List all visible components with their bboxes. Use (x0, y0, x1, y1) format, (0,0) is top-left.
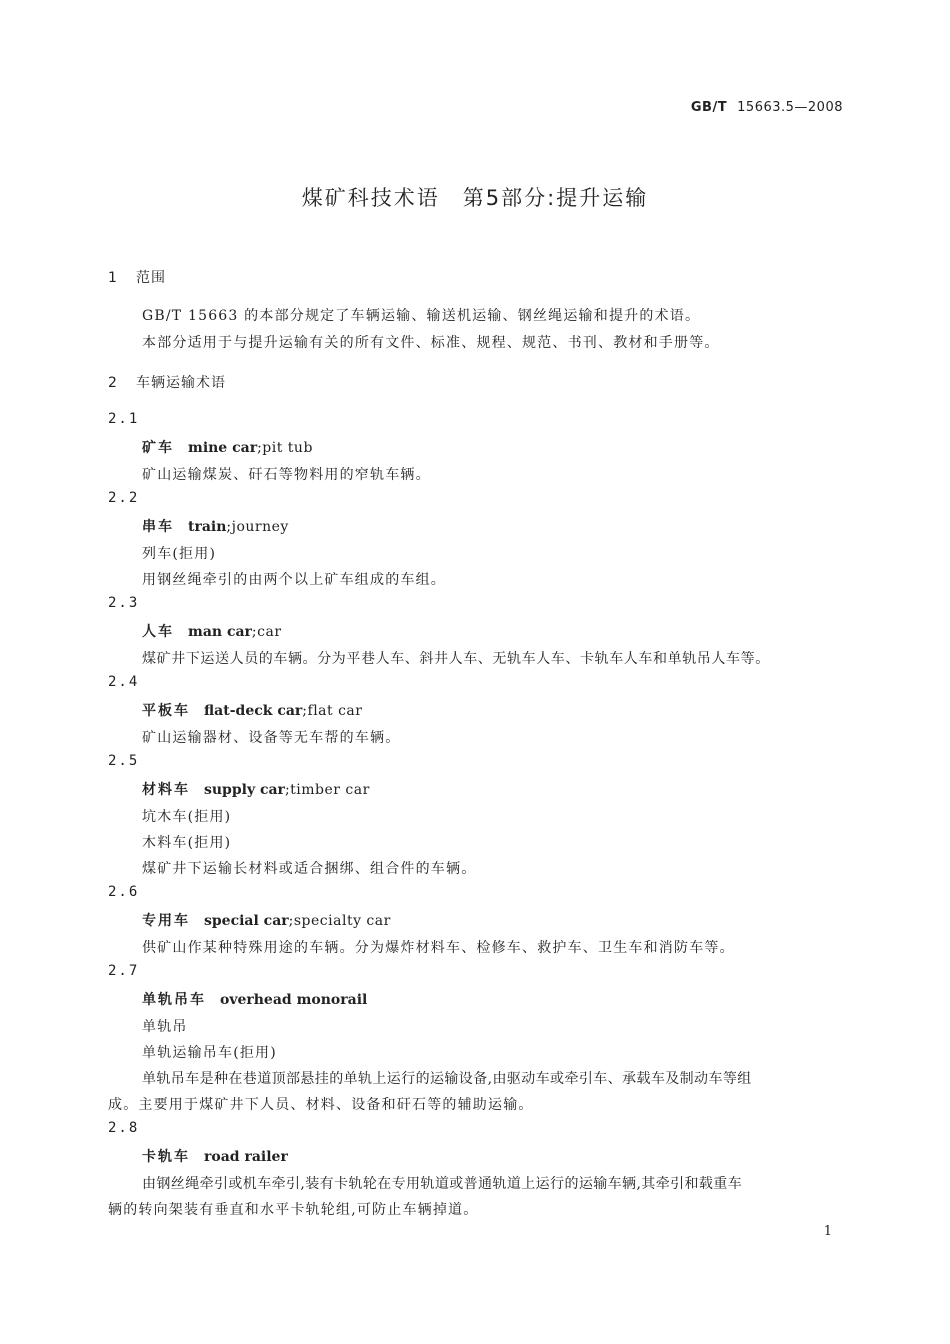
term-deprecated: 木料车(拒用) (142, 835, 232, 851)
page-number: 1 (823, 1224, 832, 1239)
term-synonym: ;pit tub (257, 440, 313, 456)
term-chinese: 专用车 (142, 913, 190, 929)
term-chinese: 材料车 (142, 782, 190, 798)
term-chinese: 单轨吊车 (142, 992, 206, 1008)
section-title: 车辆运输术语 (136, 375, 226, 391)
term-synonym-line: 单轨吊 (142, 1019, 188, 1035)
term-chinese: 矿车 (142, 440, 174, 456)
term-number: 2.4 (108, 674, 140, 690)
term-heading (142, 516, 289, 536)
scope-paragraph-2: 本部分适用于与提升运输有关的所有文件、标准、规程、规范、书刊、教材和手册等。 (142, 335, 720, 351)
term-english: flat-deck car (204, 703, 303, 719)
term-heading (142, 989, 367, 1009)
term-number: 2.5 (108, 753, 140, 769)
term-synonym: ;car (251, 624, 282, 640)
section-heading-scope (108, 267, 166, 287)
term-number: 2.7 (108, 963, 140, 979)
term-deprecated: 坑木车(拒用) (142, 809, 232, 825)
term-number: 2.3 (108, 595, 140, 611)
section-title: 范围 (136, 270, 166, 286)
term-heading (142, 621, 282, 641)
term-deprecated: 列车(拒用) (142, 546, 217, 562)
standard-prefix: GB/T (690, 100, 728, 115)
term-definition: 供矿山作某种特殊用途的车辆。分为爆炸材料车、检修车、救护车、卫生车和消防车等。 (142, 940, 735, 956)
term-number: 2.1 (108, 411, 140, 427)
term-chinese: 人车 (142, 624, 174, 640)
term-heading (142, 779, 370, 799)
section-number: 1 (108, 270, 118, 286)
standard-code: 15663.5—2008 (737, 100, 843, 115)
term-number: 2.2 (108, 490, 140, 506)
term-definition: 煤矿井下运送人员的车辆。分为平巷人车、斜井人车、无轨车人车、卡轨车人车和单轨吊人车等。 (142, 651, 770, 667)
term-heading (142, 437, 313, 457)
term-deprecated: 单轨运输吊车(拒用) (142, 1045, 277, 1061)
term-heading (142, 700, 362, 720)
scope-paragraph-1: GB/T 15663 的本部分规定了车辆运输、输送机运输、钢丝绳运输和提升的术语。 (142, 308, 701, 324)
term-heading (142, 910, 391, 930)
term-definition: 矿山运输煤炭、矸石等物料用的窄轨车辆。 (142, 467, 431, 483)
term-number: 2.6 (108, 884, 140, 900)
term-chinese: 串车 (142, 519, 174, 535)
term-synonym: ;specialty car (288, 913, 391, 929)
document-title: 煤矿科技术语 第5部分:提升运输 (301, 186, 649, 210)
term-english: special car (204, 913, 289, 929)
term-english: road railer (204, 1149, 288, 1165)
term-synonym: ;flat car (302, 703, 363, 719)
term-definition: 单轨吊车是种在巷道顶部悬挂的单轨上运行的运输设备,由驱动车或牵引车、承载车及制动车等组 (142, 1071, 752, 1087)
term-definition-continued: 成。主要用于煤矿井下人员、材料、设备和矸石等的辅助运输。 (108, 1097, 534, 1113)
term-heading (142, 1146, 288, 1166)
section-number: 2 (108, 375, 118, 391)
term-definition: 煤矿井下运输长材料或适合捆绑、组合件的车辆。 (142, 861, 477, 877)
term-english: overhead monorail (220, 992, 368, 1008)
term-definition-continued: 辆的转向架装有垂直和水平卡轨轮组,可防止车辆掉道。 (108, 1202, 479, 1218)
term-english: train (188, 519, 227, 535)
term-chinese: 卡轨车 (142, 1149, 190, 1165)
term-english: mine car (188, 440, 258, 456)
term-synonym: ;journey (226, 519, 289, 535)
term-english: supply car (204, 782, 285, 798)
term-chinese: 平板车 (142, 703, 190, 719)
term-definition: 矿山运输器材、设备等无车帮的车辆。 (142, 730, 401, 746)
term-synonym: ;timber car (284, 782, 370, 798)
term-number: 2.8 (108, 1120, 140, 1136)
term-definition: 由钢丝绳牵引或机车牵引,装有卡轨轮在专用轨道或普通轨道上运行的运输车辆,其牵引和载重车 (142, 1176, 743, 1192)
standard-number (691, 100, 843, 115)
term-definition: 用钢丝绳牵引的由两个以上矿车组成的车组。 (142, 572, 446, 588)
section-heading-vehicle-transport (108, 372, 226, 392)
term-english: man car (188, 624, 252, 640)
